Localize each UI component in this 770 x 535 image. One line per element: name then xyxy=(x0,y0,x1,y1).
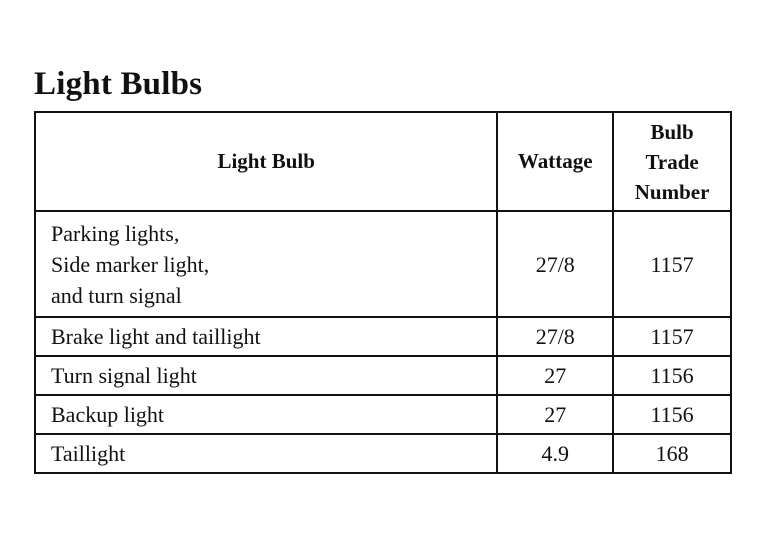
header-trade-number-line: Bulb xyxy=(650,119,694,144)
header-trade-number-line: Number xyxy=(634,179,710,204)
wattage-cell: 27 xyxy=(497,356,613,395)
bulb-name-line: Parking lights, xyxy=(51,220,180,246)
header-light-bulb: Light Bulb xyxy=(35,112,497,211)
table-row xyxy=(35,317,731,356)
trade-number-cell: 1157 xyxy=(613,211,731,317)
wattage-cell: 27/8 xyxy=(497,211,613,317)
header-trade-number xyxy=(613,112,731,211)
trade-number-cell: 1156 xyxy=(613,356,731,395)
header-trade-number-line: Trade xyxy=(645,149,699,174)
bulb-name-line: and turn signal xyxy=(51,282,182,308)
bulb-name-line: Side marker light, xyxy=(51,251,210,277)
wattage-cell: 27/8 xyxy=(497,317,613,356)
bulb-name-cell xyxy=(35,211,497,317)
wattage-cell: 4.9 xyxy=(497,434,613,473)
bulb-name-cell: Backup light xyxy=(35,395,497,434)
table-row xyxy=(35,395,731,434)
table-row xyxy=(35,434,731,473)
table-header-row xyxy=(35,112,731,211)
trade-number-cell: 1156 xyxy=(613,395,731,434)
wattage-cell: 27 xyxy=(497,395,613,434)
table-row xyxy=(35,356,731,395)
table-row xyxy=(35,211,731,317)
bulb-name-cell: Brake light and taillight xyxy=(35,317,497,356)
page-title: Light Bulbs xyxy=(34,66,203,102)
trade-number-cell: 168 xyxy=(613,434,731,473)
light-bulbs-table xyxy=(34,111,732,474)
bulb-name-cell: Turn signal light xyxy=(35,356,497,395)
bulb-name-cell: Taillight xyxy=(35,434,497,473)
header-wattage: Wattage xyxy=(497,112,613,211)
trade-number-cell: 1157 xyxy=(613,317,731,356)
